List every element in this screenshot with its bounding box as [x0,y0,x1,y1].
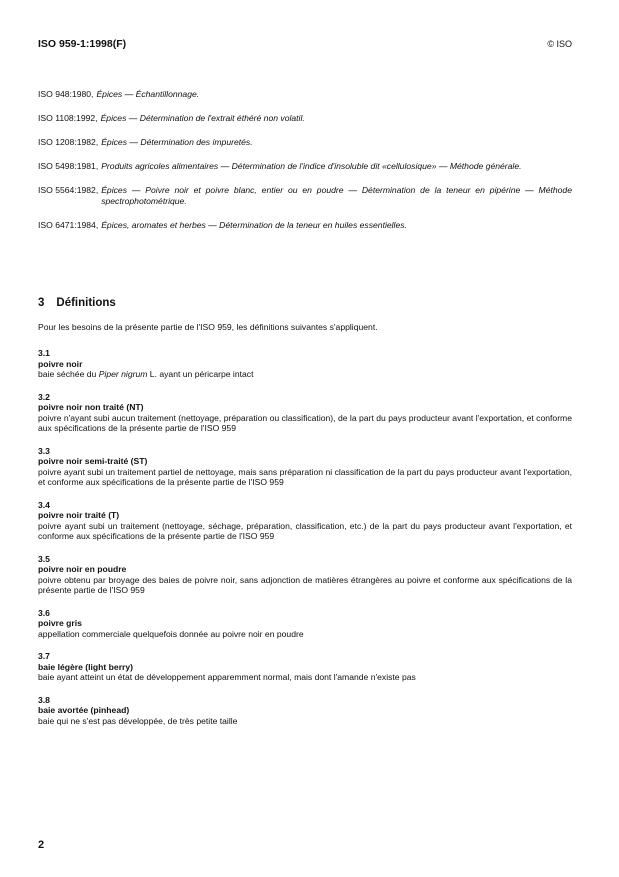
definition-item [38,348,572,380]
definition-number: 3.4 [38,499,50,510]
definition-term: poivre noir semi-traité (ST) [38,456,148,466]
definition-number: 3.7 [38,651,50,661]
reference-code: ISO 1108:1992, [38,113,98,123]
reference-item [38,137,572,148]
document-id: ISO 959-1:1998(F) [38,38,127,50]
reference-title: Épices, aromates et herbes — Détermination de la teneur en huiles essentielles. [101,220,407,230]
reference-item [38,89,572,100]
reference-title: Épices — Détermination des impuretés. [101,137,253,147]
definition-item [38,554,572,596]
definition-number: 3.1 [38,348,50,358]
definition-text: baie qui ne s'est pas développée, de très petite taille [38,715,238,726]
reference-item [38,161,572,172]
definition-text: poivre obtenu par broyage des baies de poivre noir, sans adjonction de matières étrangères au poivre et conforme aux spécifications de la présente partie de l'ISO 959 [38,574,572,595]
definition-number: 3.5 [38,553,50,564]
definition-number: 3.3 [38,445,50,456]
reference-code: ISO 1208:1982, [38,137,99,147]
copyright-notice: © ISO [547,39,572,49]
section-intro: Pour les besoins de la présente partie de l'ISO 959, les définitions suivantes s'appliquent. [38,322,378,332]
section-number: 3 [38,297,45,309]
definition-item [38,500,572,542]
definition-term: poivre noir non traité (NT) [38,402,144,412]
reference-code: ISO 5498:1981, [38,161,99,171]
definitions-list [38,348,572,738]
definition-item [38,446,572,488]
definition-number: 3.8 [38,694,50,705]
definition-text-part: L. ayant un péricarpe intact [147,369,254,379]
definition-text: poivre n'ayant subi aucun traitement (nettoyage, préparation ou classification), de la part du pays producteur avant l'exportation, et conforme aux spécifications de la présente partie de l'ISO 959 [38,412,572,433]
reference-item [38,220,572,231]
definition-term: poivre noir traité (T) [38,510,120,520]
definition-term: baie légère (light berry) [38,661,134,672]
definition-item [38,392,572,434]
definition-item [38,695,572,727]
page-number: 2 [38,839,45,851]
section-heading [38,297,116,309]
definition-term: poivre gris [38,618,82,628]
reference-item [38,113,572,124]
reference-title: Épices — Détermination de l'extrait éthéré non volatil. [100,113,305,123]
reference-title: Épices — Poivre noir et poivre blanc, entier ou en poudre — Détermination de la teneur en pipérine — Méthode spectrophotométrique. [101,185,572,206]
definition-item [38,651,572,683]
definition-text: appellation commerciale quelquefois donnée au poivre noir en poudre [38,628,304,639]
reference-title: Épices — Échantillonnage. [96,89,200,99]
definition-text: poivre ayant subi un traitement partiel de nettoyage, mais sans préparation ni classification de la part du pays producteur avant l'exportation, et conforme aux spécifications de la présente partie de l'ISO 959 [38,466,572,487]
definition-text: poivre ayant subi un traitement (nettoyage, séchage, préparation, classification, etc.) de la part du pays producteur avant l'exportation, et conforme aux spécifications de la présente partie de l'ISO 959 [38,520,572,541]
normative-references [38,89,572,244]
definition-item [38,608,572,640]
definition-term: poivre noir en poudre [38,564,127,574]
definition-term: poivre noir [38,358,83,369]
definition-number: 3.2 [38,391,50,402]
definition-text: baie ayant atteint un état de développement apparemment normal, mais dont l'amande n'existe pas [38,672,416,682]
definition-text-part: baie séchée du [38,369,99,379]
reference-code: ISO 6471:1984, [38,220,99,230]
section-title: Définitions [56,297,116,309]
reference-item [38,185,572,207]
species-name: Piper nigrum [98,369,148,379]
reference-title: Produits agricoles alimentaires — Détermination de l'indice d'insoluble dit «cellulosique» — Méthode générale. [101,161,522,171]
definition-text [38,369,572,380]
definition-number: 3.6 [38,607,50,618]
reference-code: ISO 948:1980, [38,89,94,99]
reference-code: ISO 5564:1982, [38,185,99,195]
definition-term: baie avortée (pinhead) [38,705,130,715]
